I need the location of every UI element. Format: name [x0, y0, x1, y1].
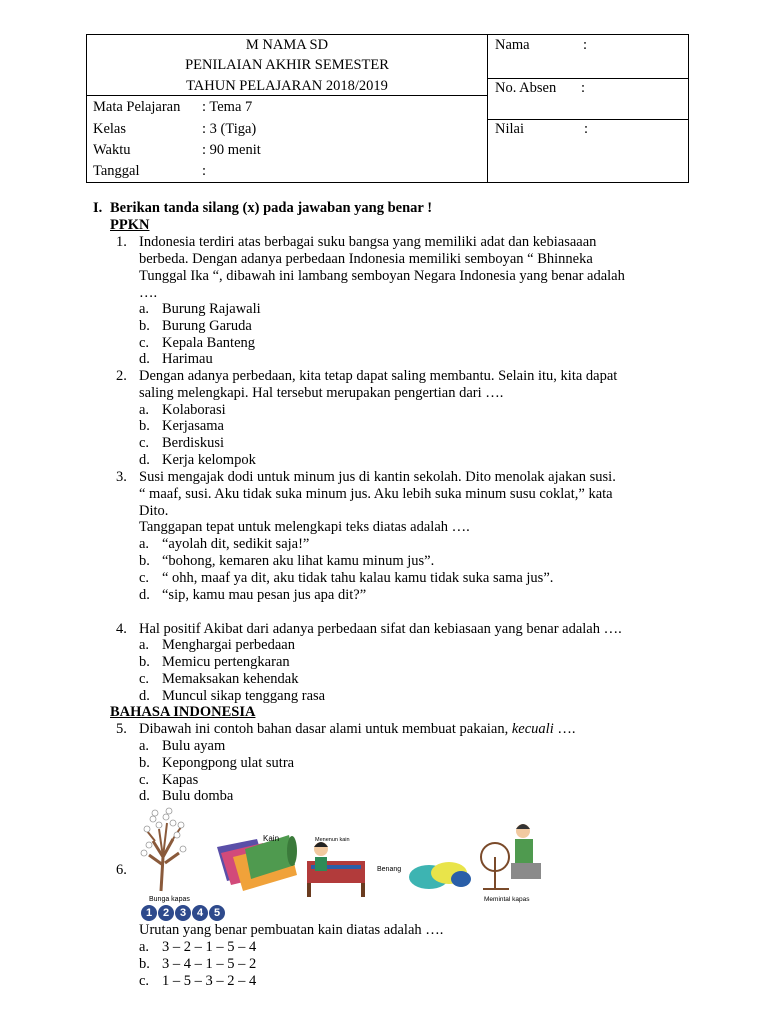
step-badge: 1 [141, 905, 157, 921]
step-badge: 3 [175, 905, 191, 921]
question-text: Dito. [139, 503, 169, 519]
option-text: Kapas [162, 772, 199, 788]
option-text: Memicu pertengkaran [162, 654, 290, 670]
step-badges [141, 905, 225, 921]
field-label-subject: Mata Pelajaran [93, 99, 181, 115]
step-badge: 4 [192, 905, 208, 921]
question-text: saling melengkapi. Hal tersebut merupakan pengertian dari …. [139, 385, 504, 401]
step-badge: 2 [158, 905, 174, 921]
field-colon-absen: : [581, 80, 586, 96]
field-label-score: Nilai [495, 121, 524, 137]
subject-heading-bahasa: BAHASA INDONESIA [110, 704, 256, 720]
question-number: 3. [116, 469, 127, 485]
field-value-time: : 90 menit [202, 142, 261, 158]
option-text: “ayolah dit, sedikit saja!” [162, 536, 310, 552]
option-letter: d. [139, 788, 150, 804]
illustration-label: Menenun kain [315, 837, 350, 843]
option-text: Kerja kelompok [162, 452, 256, 468]
option-letter: a. [139, 637, 150, 653]
option-letter: a. [139, 536, 150, 552]
weaving-person-image [307, 842, 365, 897]
cloth-process-illustration [139, 805, 559, 905]
option-text: Harimau [162, 351, 213, 367]
field-colon-name: : [583, 37, 588, 53]
question-text: Urutan yang benar pembuatan kain diatas adalah …. [139, 922, 444, 938]
option-letter: d. [139, 452, 150, 468]
option-letter: a. [139, 738, 150, 754]
field-colon-score: : [584, 121, 589, 137]
question-number: 6. [116, 862, 127, 878]
field-value-date: : [202, 163, 207, 179]
option-letter: c. [139, 671, 150, 687]
option-text: Kolaborasi [162, 402, 226, 418]
question-text: “ maaf, susi. Aku tidak suka minum jus. Aku lebih suka minum susu coklat,” kata [139, 486, 613, 502]
question-text: Tunggal Ika “, dibawah ini lambang semboyan Negara Indonesia yang benar adalah [139, 268, 625, 284]
option-text: Bulu ayam [162, 738, 226, 754]
question-text [139, 721, 575, 738]
thread-spools-image [409, 862, 471, 889]
option-text: Muncul sikap tenggang rasa [162, 688, 326, 704]
option-letter: c. [139, 570, 150, 586]
illustration-label: Bunga kapas [149, 896, 190, 903]
field-label-date: Tanggal [93, 163, 140, 179]
step-badge: 5 [209, 905, 225, 921]
question-tail: …. [553, 721, 576, 737]
spinning-person-image [481, 824, 541, 889]
option-text: Burung Rajawali [162, 301, 261, 317]
header-divider [87, 95, 487, 96]
field-label-time: Waktu [93, 142, 131, 158]
option-text: Berdiskusi [162, 435, 225, 451]
option-letter: b. [139, 654, 150, 670]
option-text: Menghargai perbedaan [162, 637, 295, 653]
option-text: Memaksakan kehendak [162, 671, 299, 687]
section-number: I. [93, 200, 103, 216]
illustration-label: Benang [377, 866, 402, 873]
question-text: Tanggapan tepat untuk melengkapi teks diatas adalah …. [139, 519, 470, 535]
option-letter: a. [139, 402, 150, 418]
option-letter: c. [139, 772, 150, 788]
option-letter: c. [139, 973, 150, 989]
question-text: Susi mengajak dodi untuk minum jus di kantin sekolah. Dito menolak ajakan susi. [139, 469, 616, 485]
question-number: 1. [116, 234, 127, 250]
option-text: Kerjasama [162, 418, 224, 434]
option-letter: c. [139, 435, 150, 451]
question-text: berbeda. Dengan adanya perbedaan Indonesia memiliki semboyan “ Bhinneka [139, 251, 593, 267]
option-text: Kepala Banteng [162, 335, 256, 351]
subject-heading-ppkn: PPKN [110, 217, 150, 233]
option-letter: d. [139, 587, 150, 603]
question-text: …. [139, 285, 158, 301]
question-number: 4. [116, 621, 127, 637]
option-letter: a. [139, 939, 150, 955]
header-divider [487, 78, 688, 79]
assessment-title: PENILAIAN AKHIR SEMESTER [185, 57, 389, 73]
illustration-label: Memintal kapas [484, 896, 530, 903]
option-letter: b. [139, 553, 150, 569]
header-divider [487, 35, 488, 182]
question-text-main: Dibawah ini contoh bahan dasar alami untuk membuat pakaian, [139, 721, 512, 737]
field-label-name: Nama [495, 37, 530, 53]
option-text: Burung Garuda [162, 318, 252, 334]
school-name: M NAMA SD [245, 37, 329, 53]
question-text: Dengan adanya perbedaan, kita tetap dapat saling membantu. Selain itu, kita dapat [139, 368, 618, 384]
option-text: “ ohh, maaf ya dit, aku tidak tahu kalau kamu tidak suka sama jus”. [162, 570, 554, 586]
section-instruction: Berikan tanda silang (x) pada jawaban yang benar ! [110, 200, 433, 216]
option-text: 1 – 5 – 3 – 2 – 4 [162, 973, 257, 989]
field-label-absen: No. Absen [495, 80, 557, 96]
option-letter: b. [139, 755, 150, 771]
header-divider [487, 119, 688, 120]
option-letter: b. [139, 418, 150, 434]
field-value-class: : 3 (Tiga) [202, 121, 257, 137]
question-number: 5. [116, 721, 127, 737]
option-letter: b. [139, 318, 150, 334]
option-letter: a. [139, 301, 150, 317]
option-text: Bulu domba [162, 788, 234, 804]
field-label-class: Kelas [93, 121, 127, 137]
option-text: Kepongpong ulat sutra [162, 755, 295, 771]
option-text: “sip, kamu mau pesan jus apa dit?” [162, 587, 367, 603]
option-letter: b. [139, 956, 150, 972]
academic-year: TAHUN PELAJARAN 2018/2019 [186, 78, 388, 94]
field-value-subject: : Tema 7 [202, 99, 253, 115]
option-letter: c. [139, 335, 150, 351]
option-text: 3 – 4 – 1 – 5 – 2 [162, 956, 257, 972]
question-emphasis: kecuali [511, 721, 554, 737]
header-table [86, 34, 689, 183]
option-letter: d. [139, 688, 150, 704]
question-text: Indonesia terdiri atas berbagai suku bangsa yang memiliki adat dan kebiasaaan [139, 234, 597, 250]
question-number: 2. [116, 368, 127, 384]
question-text: Hal positif Akibat dari adanya perbedaan sifat dan kebiasaan yang benar adalah …. [139, 621, 622, 637]
illustration-label: Kain [263, 834, 280, 843]
option-text: 3 – 2 – 1 – 5 – 4 [162, 939, 257, 955]
cloth-rolls-image [217, 835, 297, 891]
cotton-tree-image [141, 808, 186, 891]
option-letter: d. [139, 351, 150, 367]
option-text: “bohong, kemaren aku lihat kamu minum jus”. [162, 553, 435, 569]
